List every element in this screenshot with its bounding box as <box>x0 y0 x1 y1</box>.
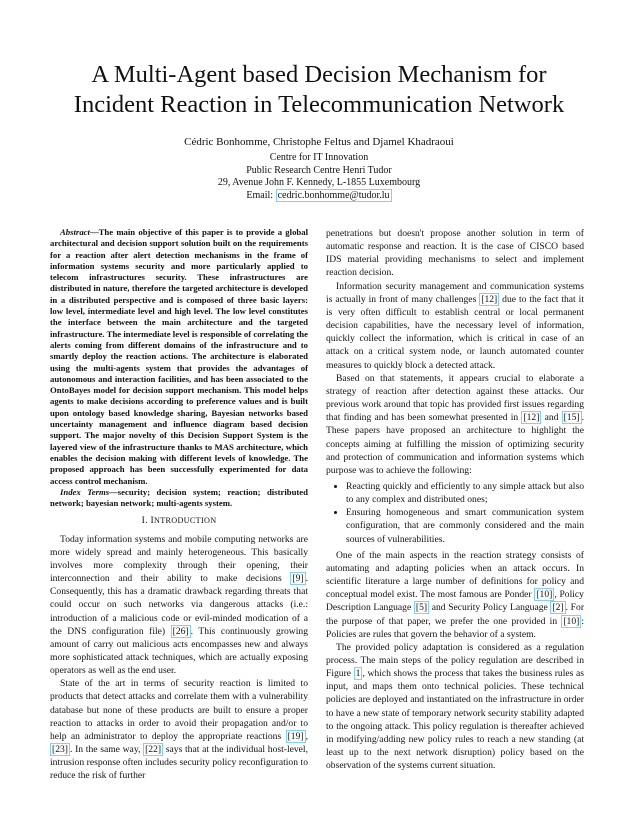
affiliation-institute: Public Research Centre Henri Tudor <box>246 164 392 176</box>
citation-link[interactable]: [23] <box>52 744 68 756</box>
author-list: Cédric Bonhomme, Christophe Feltus and Djamel Khadraoui <box>184 136 454 148</box>
index-terms <box>50 487 308 510</box>
text-span: Information security management and communication systems is actually in front of many challenges <box>326 280 584 305</box>
text-span: . For the purpose of that paper, we prefer the one provided in <box>326 602 584 627</box>
text-span: One of the main aspects in the reaction strategy consists of automating and adapting policies when an attack occurs. In scientific literature a large number of definitions for policy and conceptual model exist. The most famous are Ponder <box>326 549 584 601</box>
text-span: due to the fact that it is very often difficult to establish central or local permanent decision capabilities, have the necessary level of information, quickly collect the information, which is critical in case of an attack on a critical system node, or launch automated counter measures to quickly block a detected attack. <box>326 293 584 371</box>
email-label: Email: <box>246 189 276 201</box>
body-paragraph-regulation <box>326 641 584 773</box>
affiliation-address: 29, Avenue John F. Kennedy, L-1855 Luxembourg <box>217 177 421 188</box>
figure-link[interactable]: 1 <box>355 668 361 680</box>
text-span: . These papers have proposed an architecture to highlight the concepts aiming at fulfilling the mission of optimizing security and protection of communication and information systems which purpose was to achieve the following: <box>326 412 584 476</box>
citation-link[interactable]: [10] <box>563 615 580 627</box>
body-paragraph-challenges <box>326 280 584 372</box>
text-span: . In the same way, <box>69 744 144 756</box>
affiliation-centre: Centre for IT Innovation <box>269 152 369 163</box>
text-span: The provided policy adaptation is considered as a regulation process. The main steps of the policy regulation are described in Figure <box>326 641 584 680</box>
body-paragraph-policies <box>326 549 584 641</box>
email-link[interactable]: cedric.bonhomme@tudor.lu <box>277 189 390 201</box>
right-column <box>326 227 584 812</box>
intro-paragraph-2 <box>50 677 308 782</box>
affiliation-block <box>40 152 598 202</box>
text-span: and Security Policy Language <box>429 602 551 614</box>
citation-link[interactable]: [12] <box>481 293 498 305</box>
citation-link[interactable]: [12] <box>523 412 540 424</box>
index-terms-text: —security; decision system; reaction; distributed network; bayesian network; multi-agents system. <box>50 486 308 509</box>
text-span: and <box>541 412 562 424</box>
email-line <box>40 190 598 203</box>
list-item: • Ensuring homogeneous and smart communication system configuration, that are commonly considered and the main sources of vulnerabilities. <box>346 506 584 545</box>
citation-link[interactable]: [15] <box>563 412 580 424</box>
text-span: , Policy Description Language <box>326 589 584 614</box>
text-span: , which shows the process that takes the business rules as input, and maps them onto technical policies. These technical policies are deployed and instantiated on the infrastructure in order to have a new state of temporary network security stability adapted to the ongoing attack. This policy regulation is thereafter achieved in modifying/adding new policy rules to reach a new standing (at least up to the next network disruption) policy based on the observation of the systems current situation. <box>326 668 584 772</box>
paper-title <box>40 60 598 120</box>
abstract-text: —The main objective of this paper is to provide a global architectural and decision support solution built on the requirements for a reaction after alert detection mechanisms in the frame of information systems security and more particularly applied to telecom infrastructures security. These infrastructures are distributed in nature, therefore the targeted architecture is developed in a distributed perspective and is composed of three basic layers: low level, intermediate level and high level. The low level constitutes the interface between the main architecture and the targeted infrastructure. The intermediate level is responsible of correlating the alerts coming from different domains of the infrastructure and to smartly deploy the reaction actions. The architecture is elaborated using the multi-agents system that provides the advantages of autonomous and interaction facilities, and has been associated to the OntoBayes model for decision support mechanism. This model helps agents to make decisions according to preference values and is built upon ontology based knowledge sharing, Bayesian networks based uncertainty management and influence diagram based decision support. The major novelty of this Decision Support System is the layered view of the infrastructure thanks to MAS architecture, which enables the decision making with different levels of knowledge. The proposed approach has been successfully experimented for data access control mechanism. <box>50 227 308 486</box>
citation-link[interactable]: [2] <box>552 602 564 614</box>
body-paragraph-strategy <box>326 372 584 477</box>
index-terms-label: Index Terms <box>60 486 110 497</box>
text-span: State of the art in terms of security reaction is limited to products that detect attacks and correlate them with a vulnerability database but none of these products are built to ensure a proper reaction to attacks in order to avoid their propagation and/or to help an administrator to deploy the appropriate reactions <box>50 678 308 742</box>
list-item: • Reacting quickly and efficiently to any simple attack but also to any complex and distributed ones; <box>346 480 584 506</box>
text-span: penetrations but doesn't propose another solution in term of automatic response and reaction. It is the case of CISCO based IDS material providing mechanisms to select and implement reaction decision. <box>326 228 584 279</box>
title-line-1: A Multi-Agent based Decision Mechanism for <box>91 61 547 88</box>
citation-link[interactable]: [19] <box>287 730 304 742</box>
continued-paragraph <box>326 227 584 280</box>
text-span: , <box>305 730 308 742</box>
text-span: Today information systems and mobile computing networks are more widely spread and mainly heterogeneous. This basically involves more complexity through their opening, their interconnection and their ability to make decisions <box>50 533 308 585</box>
abstract-label: Abstract <box>60 227 90 237</box>
text-span: . Consequently, this has a dramatic drawback regarding threats that could occur on such networks via dangerous attacks (i.e.: introduction of a malicious code or evil-minded modication of a the DNS configuration file) <box>50 573 308 637</box>
citation-link[interactable]: [5] <box>415 602 428 614</box>
intro-paragraph-1 <box>50 533 308 678</box>
citation-link[interactable]: [26] <box>172 625 189 637</box>
text-span: Based on that statements, it appears crucial to elaborate a strategy of reaction after detection against these attacks. Our previous work around that topic has provided first issues regarding that finding and has been somewhat presented in <box>326 372 584 424</box>
text-span: : Policies are rules that govern the behavior of a system. <box>326 615 584 640</box>
section-title-rest: NTRODUCTION <box>153 516 217 526</box>
section-number: I. <box>141 515 148 527</box>
citation-link[interactable]: [22] <box>145 744 162 756</box>
left-column <box>50 227 308 812</box>
goals-list <box>326 480 584 546</box>
abstract <box>50 227 308 487</box>
section-heading-introduction <box>50 514 308 527</box>
title-line-2: Incident Reaction in Telecommunication Network <box>73 91 565 118</box>
text-span: says that at the individual host-level, intrusion response often includes security policy reconfiguration to reduce the risk of further <box>50 744 308 782</box>
section-title-initial: I <box>150 515 154 527</box>
text-span: . This continuously growing amount of carry out malicious acts encompasses new and always more sophisticated attack techniques, which are actually exposing operators as well as the end user. <box>50 625 308 677</box>
citation-link[interactable]: [9] <box>292 573 304 585</box>
citation-link[interactable]: [10] <box>536 589 553 601</box>
